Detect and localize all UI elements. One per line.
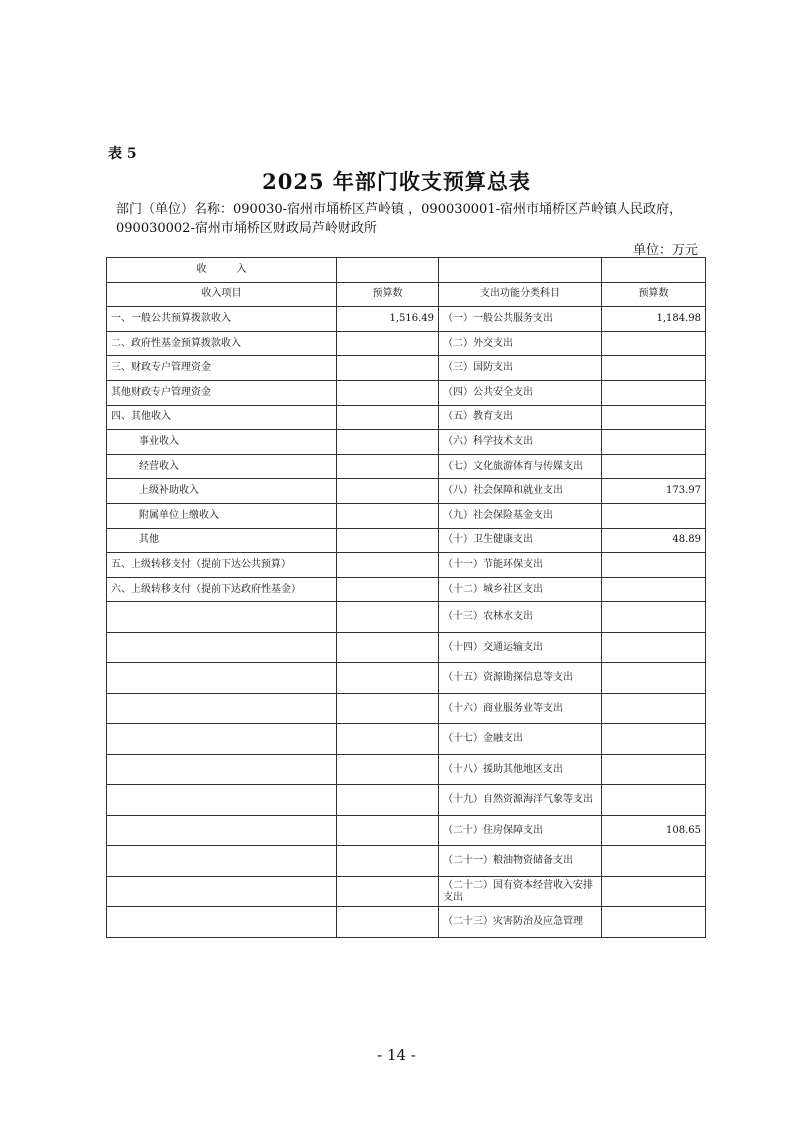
expense-amount-cell: 108.65: [602, 815, 706, 846]
income-amount-cell: [337, 503, 439, 528]
income-item-cell: 其他: [107, 528, 337, 553]
expense-amount-cell: [602, 724, 706, 755]
income-amount-cell: [337, 785, 439, 816]
expense-amount-cell: 1,184.98: [602, 307, 706, 332]
table-row: [107, 663, 706, 694]
income-item-cell: 二、政府性基金预算拨款收入: [107, 331, 337, 356]
expense-item-cell: （十二）城乡社区支出: [439, 577, 602, 602]
income-item-cell: [107, 754, 337, 785]
table-row: [107, 785, 706, 816]
income-item-header: 收入项目: [107, 282, 337, 307]
income-item-cell: [107, 663, 337, 694]
expense-amount-cell: [602, 503, 706, 528]
expense-amount-cell: [602, 602, 706, 633]
income-amount-cell: [337, 754, 439, 785]
expense-amount-cell: [602, 553, 706, 578]
table-row: [107, 907, 706, 938]
table-row: [107, 846, 706, 877]
expense-amount-cell: [602, 454, 706, 479]
expense-item-cell: （十四）交通运输支出: [439, 632, 602, 663]
table-row: [107, 553, 706, 578]
income-item-cell: 一、一般公共预算拨款收入: [107, 307, 337, 332]
income-budget-header: 预算数: [337, 282, 439, 307]
table-row: [107, 454, 706, 479]
expense-amount-cell: 173.97: [602, 479, 706, 504]
income-amount-cell: [337, 663, 439, 694]
table-row: [107, 693, 706, 724]
department-name: [116, 200, 706, 238]
expense-item-cell: （十七）金融支出: [439, 724, 602, 755]
expense-amount-cell: [602, 405, 706, 430]
income-amount-cell: [337, 693, 439, 724]
table-row: [107, 632, 706, 663]
income-item-cell: 附属单位上缴收入: [107, 503, 337, 528]
expense-item-cell: （二十一）粮油物资储备支出: [439, 846, 602, 877]
income-amount-cell: [337, 380, 439, 405]
income-item-cell: [107, 785, 337, 816]
income-amount-cell: [337, 724, 439, 755]
income-group-header: 收 入: [107, 258, 337, 283]
table-row: [107, 380, 706, 405]
income-amount-cell: [337, 815, 439, 846]
expense-amount-cell: [602, 577, 706, 602]
income-item-cell: 经营收入: [107, 454, 337, 479]
expense-item-cell: （六）科学技术支出: [439, 430, 602, 455]
expense-item-cell: （九）社会保险基金支出: [439, 503, 602, 528]
table-row: [107, 331, 706, 356]
expense-budget-header: 预算数: [602, 282, 706, 307]
expense-item-cell: （二十二）国有资本经营收入安排支出: [439, 876, 602, 907]
expense-item-cell: （十九）自然资源海洋气象等支出: [439, 785, 602, 816]
income-amount-cell: [337, 602, 439, 633]
expense-item-cell: （十）卫生健康支出: [439, 528, 602, 553]
income-item-cell: [107, 632, 337, 663]
income-item-cell: 上级补助收入: [107, 479, 337, 504]
income-amount-cell: [337, 356, 439, 381]
expense-item-cell: （八）社会保障和就业支出: [439, 479, 602, 504]
income-item-cell: [107, 602, 337, 633]
table-label: 表 5: [108, 146, 137, 162]
income-amount-cell: [337, 553, 439, 578]
income-item-cell: [107, 724, 337, 755]
income-amount-cell: [337, 577, 439, 602]
expense-item-cell: （一）一般公共服务支出: [439, 307, 602, 332]
income-amount-cell: [337, 528, 439, 553]
income-item-cell: 六、上级转移支付（提前下达政府性基金）: [107, 577, 337, 602]
department-line-2: 090030002-宿州市埇桥区财政局芦岭财政所: [116, 221, 377, 236]
income-amount-cell: [337, 454, 439, 479]
header-blank-cell: [602, 258, 706, 283]
page-number: - 14 -: [377, 1046, 416, 1064]
table-row: [107, 876, 706, 907]
income-amount-cell: [337, 876, 439, 907]
income-amount-cell: [337, 331, 439, 356]
table-row: [107, 528, 706, 553]
table-row: [107, 577, 706, 602]
table-row: [107, 430, 706, 455]
budget-table: [106, 257, 706, 938]
table-row: [107, 754, 706, 785]
income-item-cell: 其他财政专户管理资金: [107, 380, 337, 405]
income-amount-cell: 1,516.49: [337, 307, 439, 332]
income-amount-cell: [337, 846, 439, 877]
expense-amount-cell: [602, 846, 706, 877]
income-amount-cell: [337, 907, 439, 938]
income-item-cell: 五、上级转移支付（提前下达公共预算）: [107, 553, 337, 578]
expense-item-cell: （二十三）灾害防治及应急管理: [439, 907, 602, 938]
header-blank-cell: [337, 258, 439, 283]
table-row: [107, 307, 706, 332]
expense-amount-cell: [602, 632, 706, 663]
income-amount-cell: [337, 430, 439, 455]
expense-item-cell: （七）文化旅游体育与传媒支出: [439, 454, 602, 479]
header-row-2: [107, 282, 706, 307]
expense-item-cell: （三）国防支出: [439, 356, 602, 381]
expense-amount-cell: [602, 331, 706, 356]
expense-item-cell: （四）公共安全支出: [439, 380, 602, 405]
page-title: 2025 年部门收支预算总表: [262, 169, 531, 194]
header-row-1: [107, 258, 706, 283]
expense-amount-cell: [602, 430, 706, 455]
expense-amount-cell: [602, 876, 706, 907]
unit-label: 单位：万元: [632, 243, 698, 258]
department-line-1: 部门（单位）名称：090030-宿州市埇桥区芦岭镇 ，090030001-宿州市埇桥区芦岭镇人民政府，: [116, 202, 682, 217]
table-row: [107, 503, 706, 528]
income-item-cell: 三、财政专户管理资金: [107, 356, 337, 381]
expense-item-cell: （十三）农林水支出: [439, 602, 602, 633]
table-row: [107, 602, 706, 633]
expense-amount-cell: 48.89: [602, 528, 706, 553]
table-row: [107, 479, 706, 504]
expense-item-cell: （十八）援助其他地区支出: [439, 754, 602, 785]
expense-amount-cell: [602, 693, 706, 724]
expense-item-cell: （五）教育支出: [439, 405, 602, 430]
expense-item-cell: （十六）商业服务业等支出: [439, 693, 602, 724]
expense-amount-cell: [602, 380, 706, 405]
income-item-cell: 事业收入: [107, 430, 337, 455]
expense-amount-cell: [602, 663, 706, 694]
income-item-cell: [107, 876, 337, 907]
income-item-cell: [107, 907, 337, 938]
income-item-cell: [107, 815, 337, 846]
table-row: [107, 356, 706, 381]
table-row: [107, 815, 706, 846]
expense-amount-cell: [602, 754, 706, 785]
expense-amount-cell: [602, 356, 706, 381]
expense-item-cell: （二）外交支出: [439, 331, 602, 356]
income-item-cell: [107, 693, 337, 724]
expense-amount-cell: [602, 785, 706, 816]
expense-amount-cell: [602, 907, 706, 938]
expense-item-cell: （十一）节能环保支出: [439, 553, 602, 578]
header-blank-cell: [439, 258, 602, 283]
income-amount-cell: [337, 405, 439, 430]
expense-item-cell: （十五）资源勘探信息等支出: [439, 663, 602, 694]
income-item-cell: 四、其他收入: [107, 405, 337, 430]
income-amount-cell: [337, 632, 439, 663]
income-amount-cell: [337, 479, 439, 504]
table-row: [107, 405, 706, 430]
income-item-cell: [107, 846, 337, 877]
expense-item-header: 支出功能分类科目: [439, 282, 602, 307]
expense-item-cell: （二十）住房保障支出: [439, 815, 602, 846]
table-row: [107, 724, 706, 755]
